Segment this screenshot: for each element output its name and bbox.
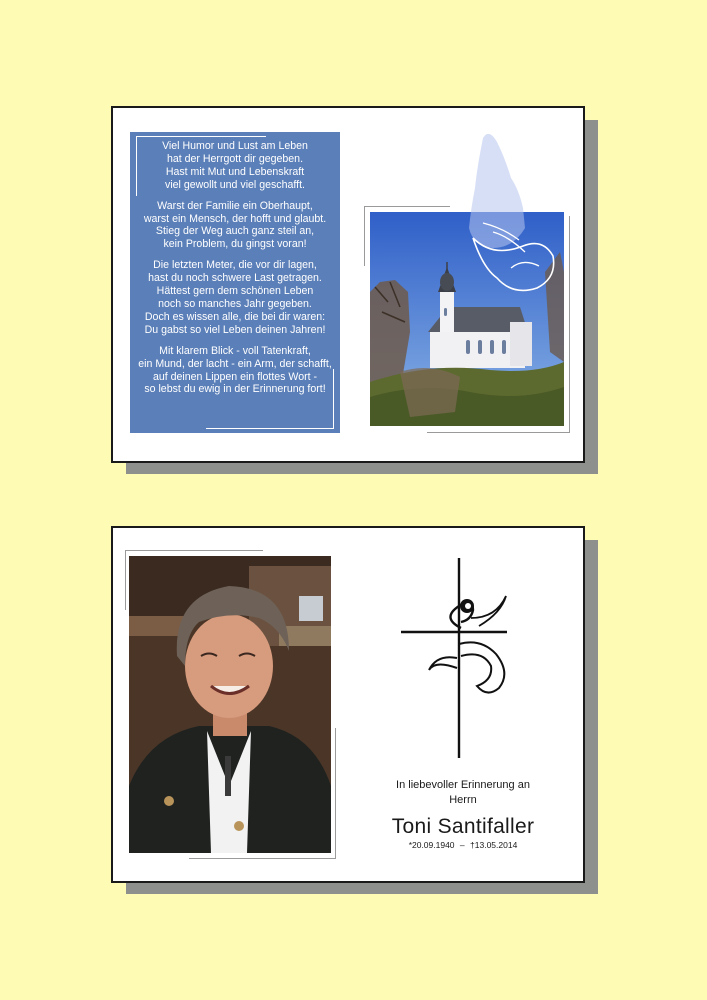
poem-stanza: [130, 259, 340, 336]
portrait-frame-line-left: [125, 550, 126, 610]
poem-line: ein Mund, der lacht - ein Arm, der schafft,: [138, 357, 332, 370]
cross-with-rose-icon: [401, 558, 521, 758]
death-date: †13.05.2014: [470, 840, 518, 850]
portrait-frame-line-bottom: [189, 858, 335, 859]
photo-frame-line-top: [364, 206, 450, 207]
photo-frame-line-bottom: [427, 432, 569, 433]
poem-line: hast du noch schwere Last getragen.: [148, 272, 322, 285]
poem-line: so lebst du ewig in der Erinnerung fort!: [144, 383, 326, 396]
poem-line: Viel Humor und Lust am Leben: [162, 140, 308, 152]
poem-stanza: [130, 140, 340, 192]
poem-line: Du gabst so viel Leben deinen Jahren!: [144, 323, 326, 336]
poem-line: Die letzten Meter, die vor dir lagen,: [153, 259, 317, 272]
date-separator: –: [459, 840, 465, 850]
poem-box: [130, 132, 340, 433]
prayer-card-back: [111, 526, 585, 883]
poem-line: noch so manches Jahr gegeben.: [158, 297, 312, 310]
poem-line: Mit klarem Blick - voll Tatenkraft,: [159, 344, 311, 357]
poem-stanza: [130, 200, 340, 252]
photo-frame-line-left: [364, 206, 365, 266]
poem-line: Doch es wissen alle, die bei dir waren:: [144, 310, 326, 323]
life-dates: [363, 840, 563, 851]
portrait-frame-line-right: [335, 728, 336, 859]
poem-stanza: [130, 345, 340, 397]
poem-line: Hättest gern dem schönen Leben: [156, 285, 314, 298]
poem-frame-line-top: [136, 136, 266, 137]
poem-line: auf deinen Lippen ein flottes Wort -: [152, 370, 318, 383]
portrait-photo: [129, 556, 331, 853]
deceased-name: Toni Santifaller: [391, 815, 535, 838]
poem-line: hat der Herrgott dir gegeben.: [166, 152, 304, 165]
poem-line: Hast mit Mut und Lebenskraft: [165, 165, 305, 178]
praying-hands-icon: [453, 128, 573, 298]
portrait-frame-line-top: [125, 550, 263, 551]
memorial-salutation: Herrn: [449, 794, 477, 806]
memorial-intro: In liebevoller Erinnerung an: [396, 779, 530, 791]
poem-line: kein Problem, du gingst voran!: [163, 238, 307, 251]
poem-line: Warst der Familie ein Oberhaupt,: [157, 199, 313, 212]
poem-text: [130, 140, 340, 404]
poem-line: warst ein Mensch, der hofft und glaubt.: [143, 212, 327, 225]
poem-frame-line-bottom: [206, 428, 334, 429]
birth-date: *20.09.1940: [408, 840, 455, 850]
poem-line: Stieg der Weg auch ganz steil an,: [155, 225, 315, 238]
prayer-card-front: [111, 106, 585, 463]
memorial-text: [363, 778, 563, 851]
poem-line: viel gewollt und viel geschafft.: [165, 178, 305, 191]
